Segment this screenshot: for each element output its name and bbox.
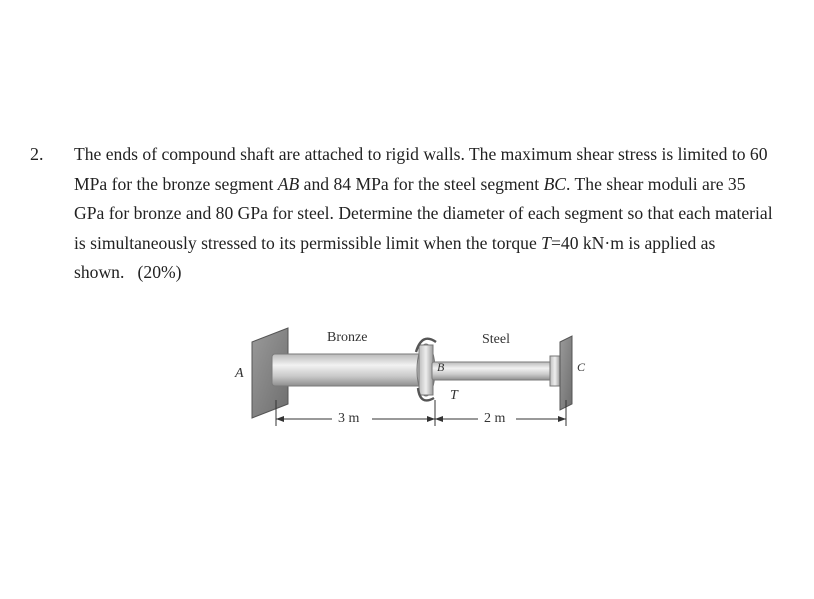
- shaft-figure: [226, 322, 606, 462]
- steel-collar: [550, 356, 560, 386]
- dim-arrow-a: [276, 416, 284, 422]
- label-steel: Steel: [482, 332, 510, 347]
- bronze-shaft: [272, 354, 422, 386]
- segment-bc: BC: [543, 173, 567, 194]
- label-bronze: Bronze: [327, 330, 368, 345]
- dim-arrow-b-left: [427, 416, 435, 422]
- question-number: 2.: [30, 144, 44, 164]
- text-part-4: =40 kN·m is applied as shown.: [74, 232, 716, 282]
- shaft-drawing: [226, 322, 606, 462]
- text-part-1: The ends of compound shaft are attached to rigid walls. The maximum shear stress is limited to 60 MPa for the bronze segment: [74, 144, 768, 194]
- dim-label-2m: 2 m: [484, 411, 506, 426]
- right-wall: [560, 336, 572, 410]
- question-text: [74, 140, 780, 288]
- flange-b-body: [419, 345, 433, 395]
- label-c: C: [577, 360, 586, 374]
- label-b: B: [437, 360, 445, 374]
- score-weight: (20%): [137, 262, 182, 282]
- segment-ab: AB: [277, 173, 300, 194]
- text-part-2: and 84 MPa for the steel segment: [299, 173, 544, 194]
- dim-arrow-b-right: [435, 416, 443, 422]
- torque-symbol: T: [541, 232, 551, 253]
- steel-shaft: [432, 362, 556, 380]
- text-part-3: . The shear moduli are 35 GPa for bronze and 80 GPa for steel. Determine the diameter of each segment so that each material is simultaneously stressed to its permissible limit when the torque: [74, 173, 773, 253]
- label-a: A: [235, 366, 244, 381]
- dim-arrow-c: [558, 416, 566, 422]
- label-t: T: [450, 388, 458, 403]
- dim-label-3m: 3 m: [338, 411, 360, 426]
